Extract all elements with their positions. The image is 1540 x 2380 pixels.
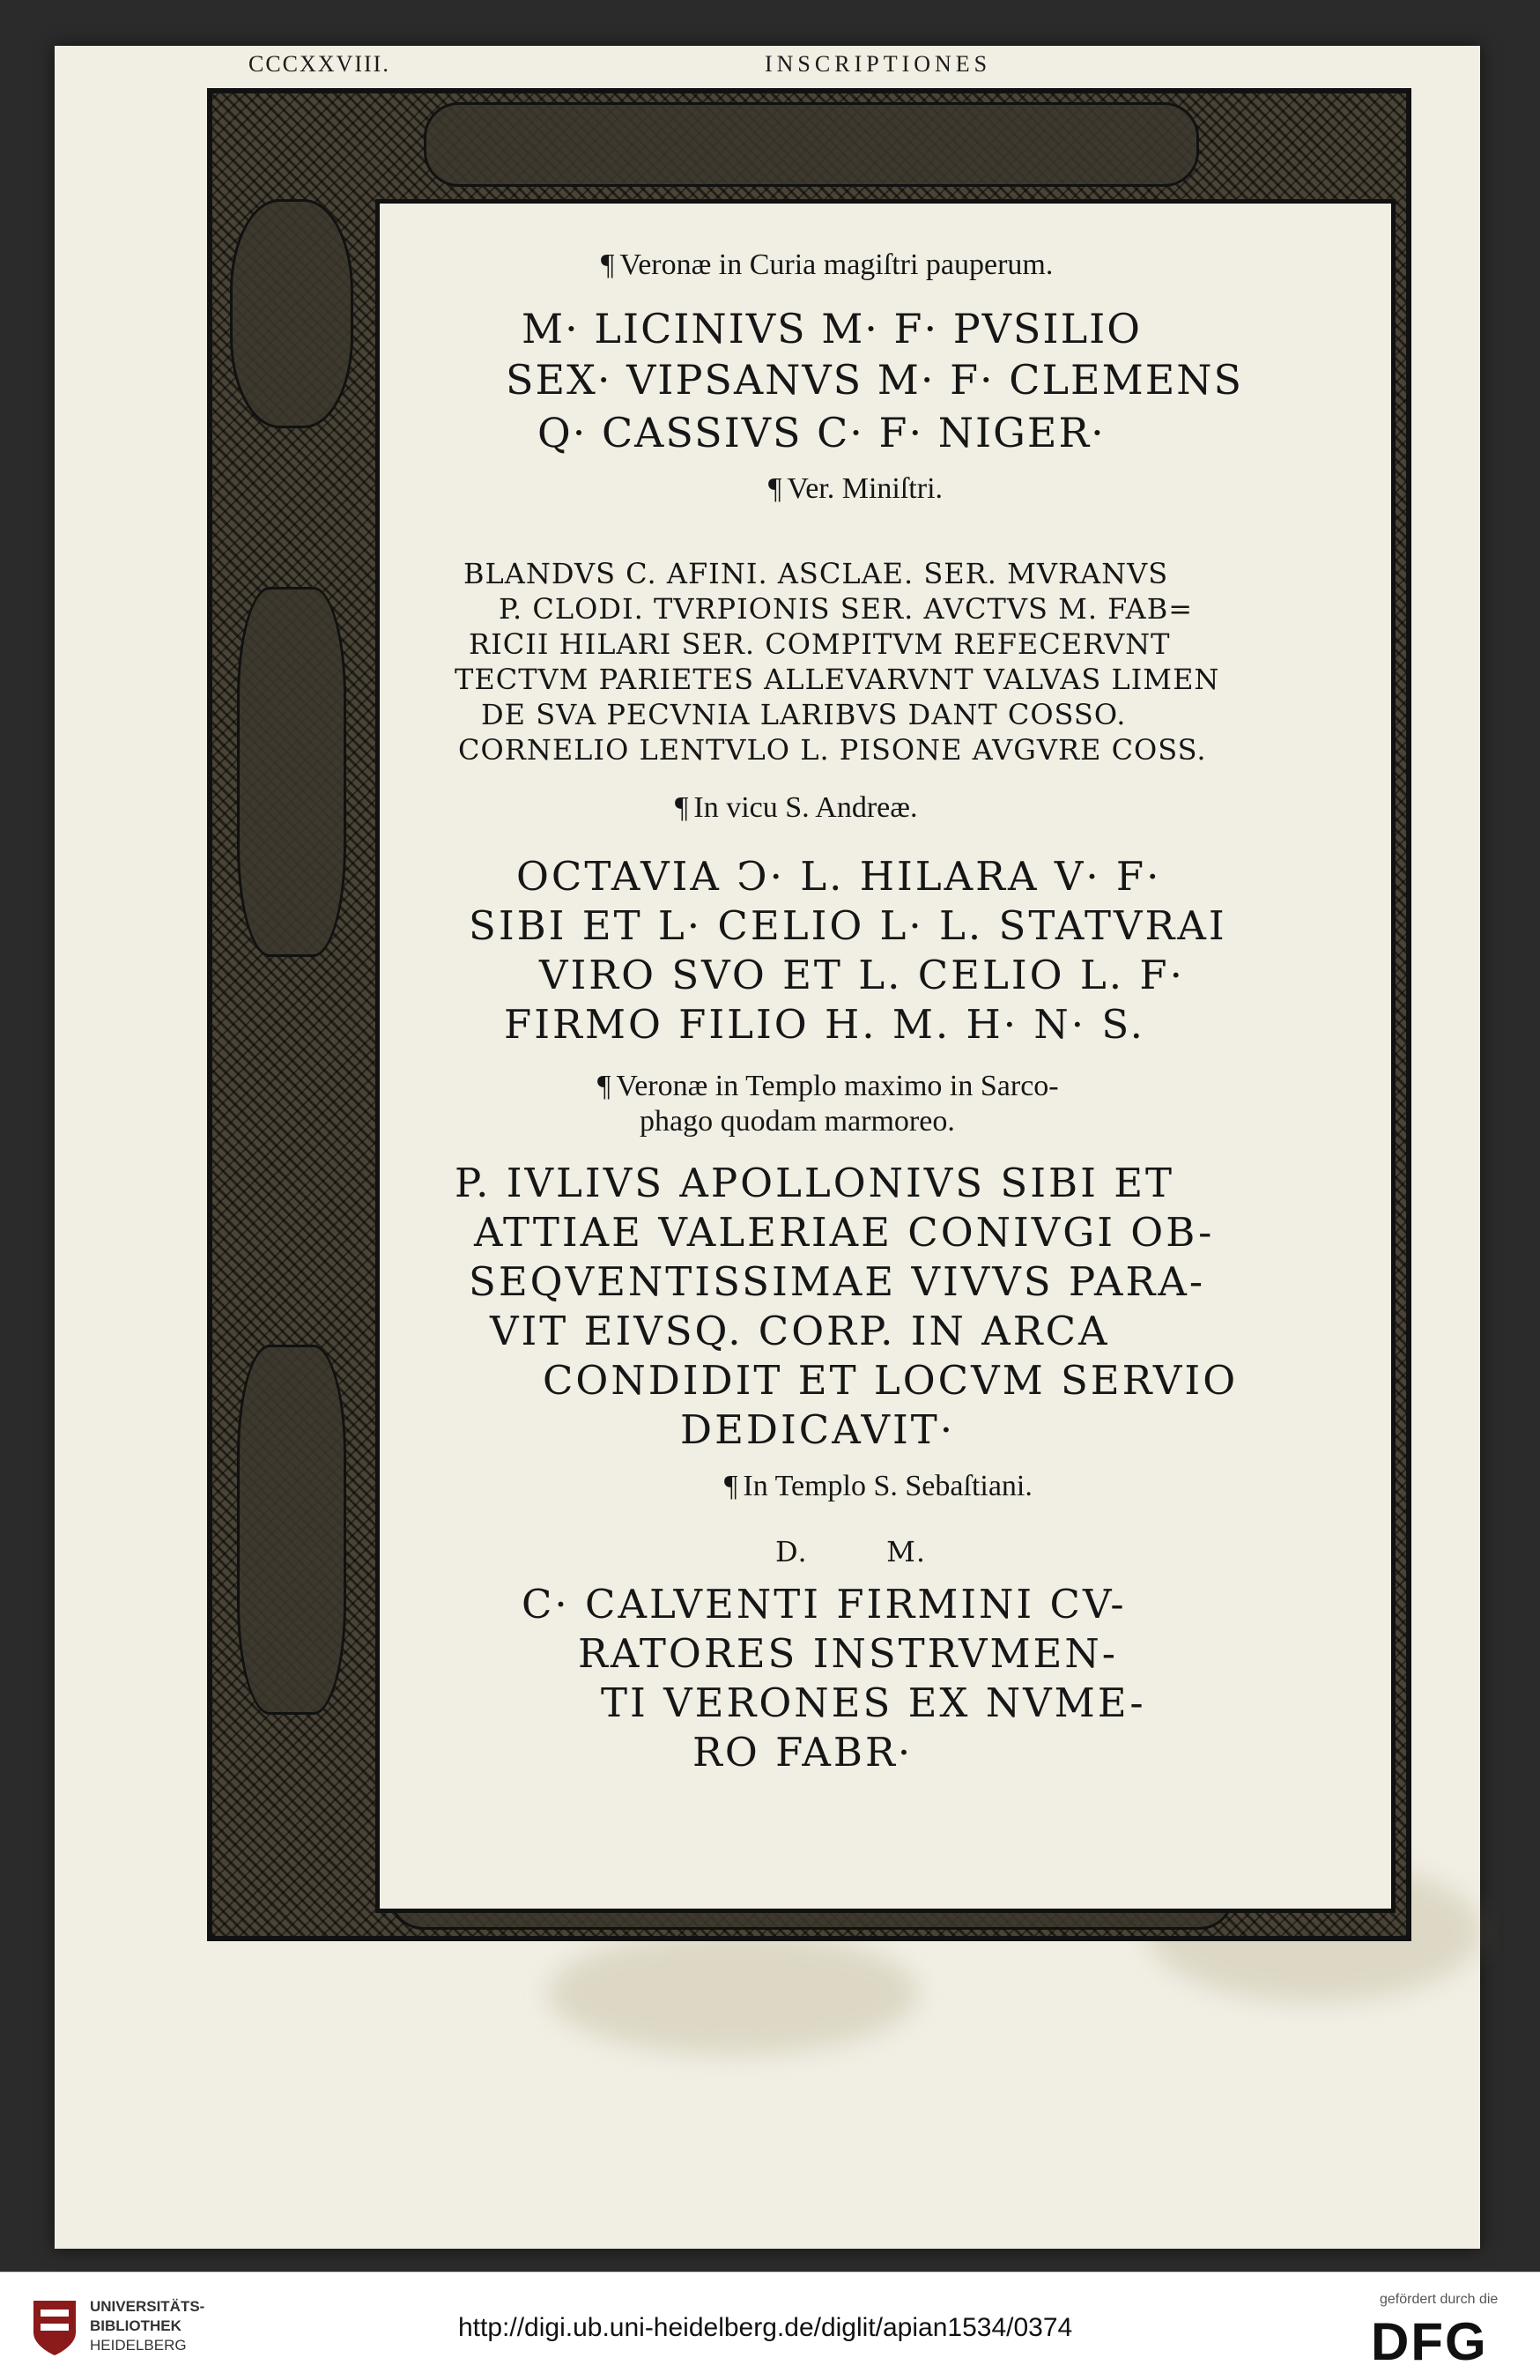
pilcrow-icon: ¶ [597, 1070, 611, 1102]
inscription-line: P. CLODI. TVRPIONIS SER. AVCTVS M. FAB= [499, 592, 1194, 626]
pilcrow-icon: ¶ [675, 791, 689, 824]
vase-ornament-left [237, 1345, 346, 1715]
inscription-line: SEX· VIPSANVS M· F· CLEMENS [506, 356, 1244, 404]
paper-stain [548, 1931, 918, 2055]
foliage-ornament-left [237, 587, 346, 957]
inscription-line: TI VERONES EX NVME- [601, 1679, 1146, 1726]
library-name: UNIVERSITÄTS- BIBLIOTHEK HEIDELBERG [90, 2298, 205, 2354]
inscription-line: Q· CASSIVS C· F· NIGER· [537, 409, 1106, 456]
folio-number: CCCXXVIII. [248, 51, 390, 77]
putto-ornament-left [230, 199, 353, 428]
rubric-heading: ¶ Ver. Miniſtri. [768, 472, 944, 505]
inscription-line: OCTAVIA Ↄ· L. HILARA V· F· [516, 853, 1162, 900]
rubric-heading-continued: phago quodam marmoreo. [640, 1105, 955, 1138]
rubric-heading: ¶ Veronæ in Curia magiſtri pauperum. [601, 248, 1054, 281]
permalink[interactable]: http://digi.ub.uni-heidelberg.de/diglit/apian1534/0374 [458, 2313, 1073, 2342]
inscription-line: ATTIAE VALERIAE CONIVGI OB- [474, 1209, 1215, 1256]
inscription-line: C· CALVENTI FIRMINI CV- [522, 1581, 1127, 1627]
inscription-line: CORNELIO LENTVLO L. PISONE AVGVRE COSS. [458, 733, 1207, 767]
inscription-line: M· LICINIVS M· F· PVSILIO [522, 305, 1142, 352]
inscription-line: RO FABR· [692, 1729, 914, 1776]
inscription-line: CONDIDIT ET LOCVM SERVIO [543, 1357, 1239, 1404]
inscription-line: FIRMO FILIO H. M. H· N· S. [504, 1001, 1145, 1048]
funding-note: gefördert durch die [1380, 2292, 1499, 2307]
inscription-text [370, 194, 1390, 1815]
pilcrow-icon: ¶ [601, 248, 615, 281]
pilcrow-icon: ¶ [724, 1470, 738, 1502]
inscription-line: SIBI ET L· CELIO L· L. STATVRAI [469, 902, 1227, 949]
inscription-line: DEDICAVIT· [680, 1406, 956, 1453]
inscription-line: SEQVENTISSIMAE VIVVS PARA- [469, 1258, 1206, 1305]
inscription-line: VIRO SVO ET L. CELIO L. F· [539, 952, 1185, 998]
viewer-footer [0, 2272, 1540, 2380]
rubric-heading: ¶ In vicu S. Andreæ. [675, 791, 918, 824]
rubric-heading: ¶ Veronæ in Templo maximo in Sarco- [597, 1070, 1059, 1102]
inscription-line: BLANDVS C. AFINI. ASCLAE. SER. MVRANVS [463, 557, 1169, 590]
inscription-line: RATORES INSTRVMEN- [578, 1630, 1118, 1677]
university-seal-icon [26, 2297, 83, 2357]
pilcrow-icon: ¶ [768, 472, 782, 505]
inscription-line: TECTVM PARIETES ALLEVARVNT VALVAS LIMEN [455, 663, 1220, 696]
dfg-logo: DFG [1371, 2312, 1488, 2371]
scroll-ornament-top [424, 102, 1199, 187]
inscription-line: DE SVA PECVNIA LARIBVS DANT COSSO. [481, 698, 1127, 731]
inscription-line: VIT EIVSQ. CORP. IN ARCA [490, 1308, 1110, 1354]
inscription-line: RICII HILARI SER. COMPITVM REFECERVNT [469, 627, 1171, 661]
rubric-heading: ¶ In Templo S. Sebaſtiani. [724, 1470, 1033, 1502]
inscription-line: P. IVLIVS APOLLONIVS SIBI ET [455, 1160, 1175, 1206]
running-title: INSCRIPTIONES [765, 51, 992, 77]
inscription-line: D. M. [775, 1535, 926, 1568]
